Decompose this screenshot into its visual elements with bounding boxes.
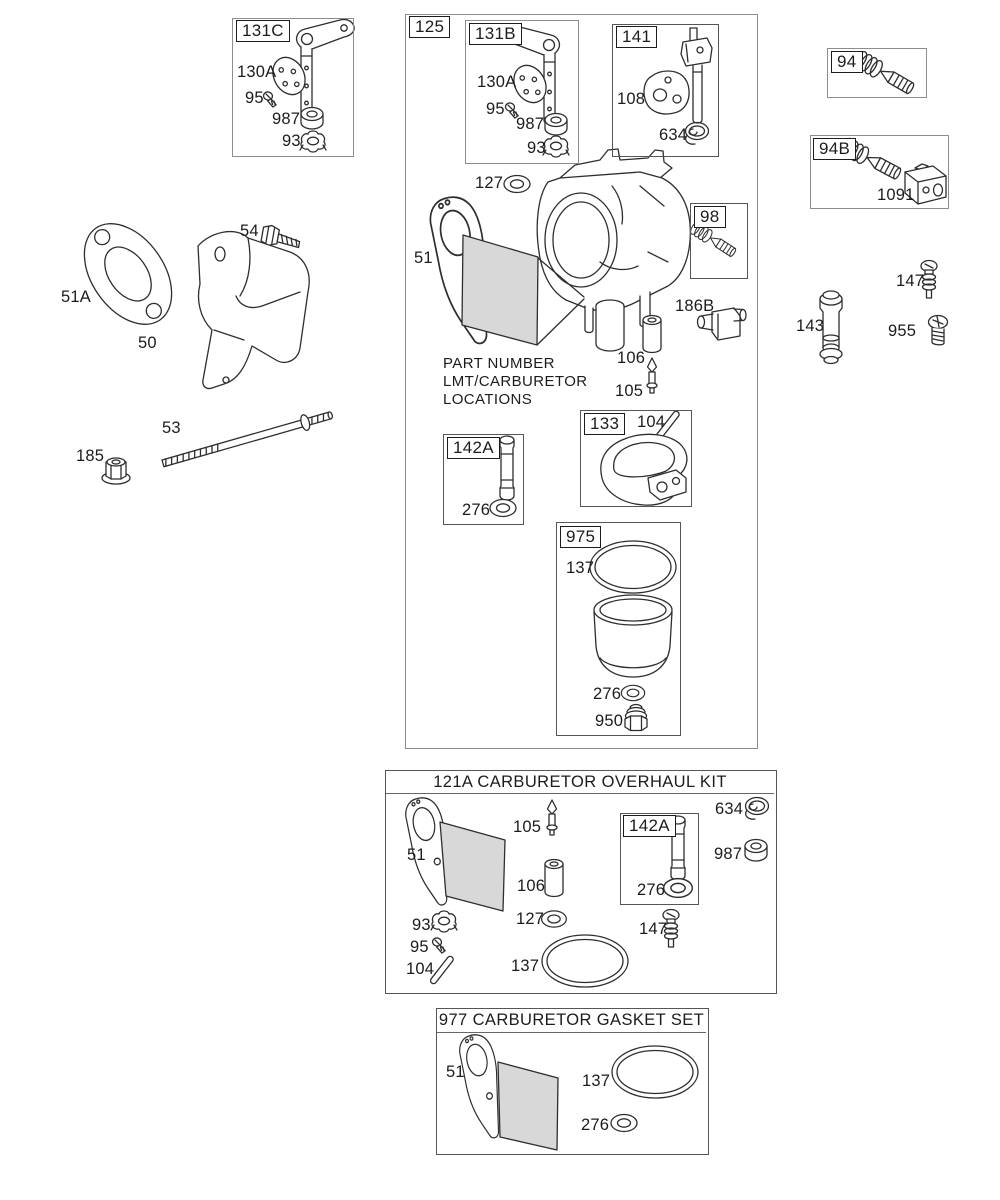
callout-137: 137 (511, 957, 540, 975)
callout-950: 950 (595, 712, 624, 730)
callout-186b: 186B (675, 297, 715, 315)
callout-137: 137 (566, 559, 595, 577)
tag-142a-kit: 142A (623, 815, 676, 837)
note-line-1: PART NUMBER (443, 355, 555, 372)
callout-276: 276 (593, 685, 622, 703)
gasket-set-title: 977 CARBURETOR GASKET SET (437, 1009, 706, 1033)
note-line-3: LOCATIONS (443, 391, 533, 408)
callout-95: 95 (410, 938, 429, 956)
callout-147: 147 (639, 920, 668, 938)
callout-137: 137 (582, 1072, 611, 1090)
callout-93: 93 (412, 916, 431, 934)
tag-131c: 131C (236, 20, 290, 42)
tag-133: 133 (584, 413, 625, 435)
callout-130a: 130A (237, 63, 277, 81)
callout-185: 185 (76, 447, 105, 465)
callout-987: 987 (714, 845, 743, 863)
callout-276: 276 (637, 881, 666, 899)
callout-276: 276 (462, 501, 491, 519)
tag-131b: 131B (469, 23, 522, 45)
callout-104: 104 (406, 960, 435, 978)
tag-975: 975 (560, 526, 601, 548)
callout-143: 143 (796, 317, 825, 335)
callout-105: 105 (513, 818, 542, 836)
callout-53: 53 (162, 419, 181, 437)
callout-54: 54 (240, 222, 259, 240)
callout-276: 276 (581, 1116, 610, 1134)
callout-147: 147 (896, 272, 925, 290)
note-line-2: LMT/CARBURETOR (443, 373, 588, 390)
callout-634: 634 (659, 126, 688, 144)
tag-142a: 142A (447, 437, 500, 459)
callout-130a: 130A (477, 73, 517, 91)
tag-125: 125 (409, 16, 450, 38)
tag-94b: 94B (813, 138, 856, 160)
callout-127: 127 (475, 174, 504, 192)
callout-51: 51 (414, 249, 433, 267)
callout-50: 50 (138, 334, 157, 352)
callout-108: 108 (617, 90, 646, 108)
intake-manifold-50-drawing (198, 232, 309, 389)
overhaul-kit-title: 121A CARBURETOR OVERHAUL KIT (386, 771, 774, 794)
callout-51a: 51A (61, 288, 91, 306)
callout-987: 987 (272, 110, 301, 128)
callout-987: 987 (516, 115, 545, 133)
callout-1091: 1091 (877, 186, 915, 204)
nut-185-drawing (102, 458, 130, 484)
stud-53-drawing (161, 407, 335, 471)
tag-94: 94 (831, 51, 863, 73)
callout-93: 93 (282, 132, 301, 150)
callout-51: 51 (407, 846, 426, 864)
tag-141: 141 (616, 26, 657, 48)
tag-98: 98 (694, 206, 726, 228)
gasket-51a-drawing (66, 207, 189, 340)
callout-106: 106 (617, 349, 646, 367)
callout-104: 104 (637, 413, 666, 431)
callout-105: 105 (615, 382, 644, 400)
callout-95: 95 (486, 100, 505, 118)
callout-93: 93 (527, 139, 546, 157)
callout-106: 106 (517, 877, 546, 895)
callout-51: 51 (446, 1063, 465, 1081)
callout-127: 127 (516, 910, 545, 928)
callout-95: 95 (245, 89, 264, 107)
callout-634: 634 (715, 800, 744, 818)
screw-955-drawing (929, 316, 948, 345)
callout-955: 955 (888, 322, 917, 340)
